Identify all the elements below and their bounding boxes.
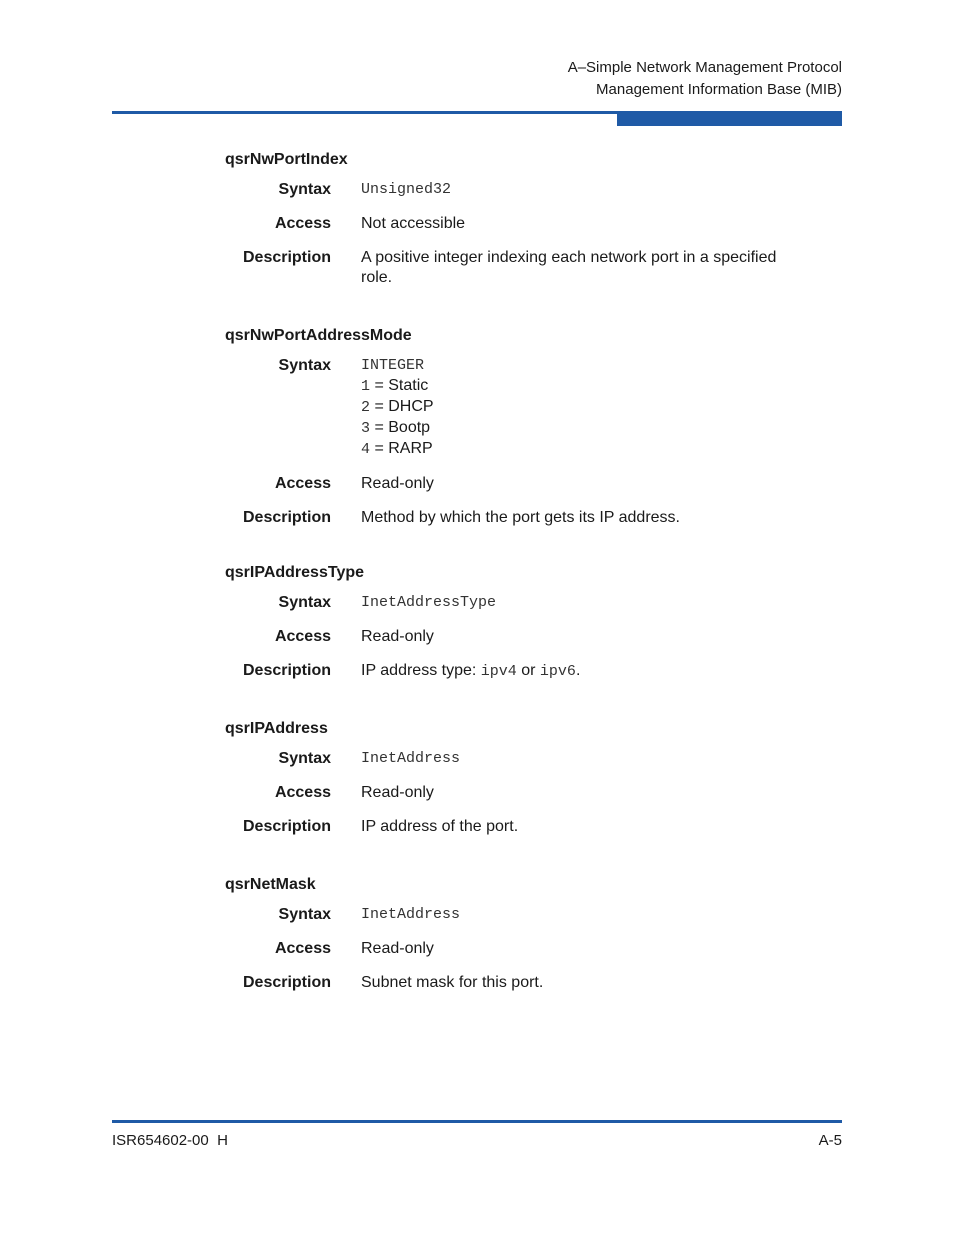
syntax-field — [225, 180, 845, 200]
syntax-field — [225, 749, 845, 769]
description-label: Description — [242, 249, 331, 266]
syntax-value — [361, 356, 845, 460]
syntax-option — [361, 418, 845, 439]
description-field — [225, 661, 845, 682]
syntax-option — [361, 439, 845, 460]
syntax-label: Syntax — [278, 750, 331, 767]
syntax-field — [225, 593, 845, 613]
entry-title: qsrIPAddressType — [225, 564, 365, 581]
option-text: = Static — [370, 377, 429, 394]
option-code: 2 — [361, 399, 371, 416]
syntax-field — [225, 905, 845, 925]
description-label: Description — [242, 662, 331, 679]
access-field — [225, 214, 845, 234]
access-value: Read-only — [361, 475, 434, 492]
entry-title: qsrNetMask — [225, 876, 316, 893]
description-field — [225, 508, 845, 528]
syntax-value: Unsigned32 — [361, 181, 452, 198]
option-text: = DHCP — [370, 398, 434, 415]
syntax-label: Syntax — [278, 181, 331, 198]
entry-title: qsrIPAddress — [225, 720, 328, 737]
syntax-value: InetAddress — [361, 750, 461, 767]
running-header — [568, 57, 842, 101]
description-suffix: . — [575, 662, 581, 679]
access-value: Read-only — [361, 940, 434, 957]
description-value: A positive integer indexing each network port in a specified role. — [361, 249, 777, 286]
entry-title: qsrNwPortAddressMode — [225, 327, 412, 344]
access-label: Access — [274, 475, 331, 492]
description-value: IP address of the port. — [361, 818, 519, 835]
mib-entry — [225, 326, 845, 528]
syntax-option — [361, 397, 845, 418]
option-text: = RARP — [370, 440, 433, 457]
access-value: Read-only — [361, 628, 434, 645]
code-ipv4: ipv4 — [480, 663, 517, 680]
code-ipv6: ipv6 — [539, 663, 576, 680]
document-number: ISR654602-00 H — [112, 1132, 228, 1149]
access-field — [225, 939, 845, 959]
syntax-type: INTEGER — [361, 357, 425, 374]
header-rule-block — [617, 111, 842, 126]
mib-entry — [225, 875, 845, 993]
footer-rule — [112, 1120, 842, 1123]
access-label: Access — [274, 215, 331, 232]
description-value: Method by which the port gets its IP address. — [361, 509, 680, 526]
access-field — [225, 474, 845, 494]
syntax-option — [361, 376, 845, 397]
description-field — [225, 973, 845, 993]
mib-entry — [225, 719, 845, 837]
option-text: = Bootp — [370, 419, 431, 436]
access-label: Access — [274, 940, 331, 957]
access-label: Access — [274, 628, 331, 645]
header-line-2: Management Information Base (MIB) — [596, 81, 842, 98]
syntax-label: Syntax — [278, 357, 331, 374]
header-line-1: A–Simple Network Management Protocol — [567, 59, 842, 76]
syntax-field — [225, 356, 845, 460]
syntax-label: Syntax — [278, 906, 331, 923]
mib-entry — [225, 150, 845, 288]
description-label: Description — [242, 974, 331, 991]
description-value: Subnet mask for this port. — [361, 974, 544, 991]
description-label: Description — [242, 818, 331, 835]
option-code: 4 — [361, 441, 371, 458]
option-code: 1 — [361, 378, 371, 395]
option-code: 3 — [361, 420, 371, 437]
mib-entry — [225, 563, 845, 682]
access-label: Access — [274, 784, 331, 801]
syntax-label: Syntax — [278, 594, 331, 611]
syntax-value: InetAddressType — [361, 594, 497, 611]
description-field — [225, 248, 845, 288]
syntax-value: InetAddress — [361, 906, 461, 923]
entry-title: qsrNwPortIndex — [225, 151, 348, 168]
page-number: A-5 — [818, 1132, 842, 1149]
description-middle: or — [516, 662, 540, 679]
description-prefix: IP address type: — [361, 662, 481, 679]
access-field — [225, 627, 845, 647]
access-field — [225, 783, 845, 803]
description-value — [361, 661, 845, 682]
access-value: Read-only — [361, 784, 434, 801]
description-field — [225, 817, 845, 837]
access-value: Not accessible — [361, 215, 466, 232]
description-label: Description — [242, 509, 331, 526]
